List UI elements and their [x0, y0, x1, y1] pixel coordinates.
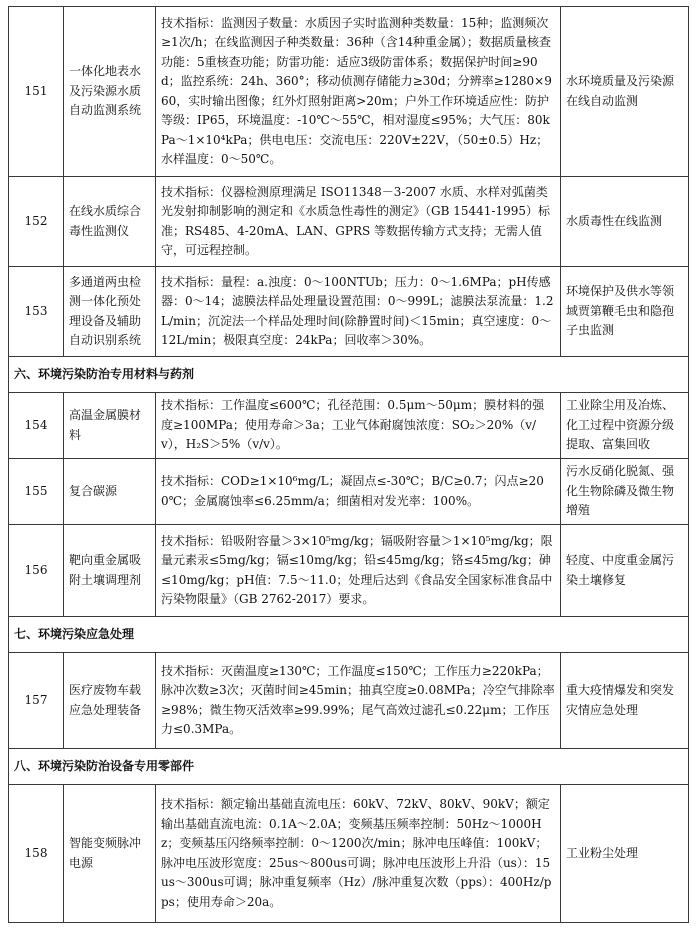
application-field: 水质毒性在线监测	[561, 177, 689, 267]
section-heading-components: 八、环境污染防治设备专用零部件	[9, 749, 689, 785]
equipment-catalog-table	[8, 6, 689, 923]
product-name: 一体化地表水及污染源水质自动监测系统	[64, 7, 156, 177]
section-row	[9, 357, 689, 393]
product-name: 在线水质综合毒性监测仪	[64, 177, 156, 267]
application-field: 污水反硝化脱氮、强化生物除磷及微生物增殖	[561, 459, 689, 525]
application-field: 工业除尘用及冶炼、化工过程中资源分级提取、富集回收	[561, 393, 689, 459]
section-row	[9, 749, 689, 785]
technical-spec: 技术指标：COD≥1×10⁶mg/L；凝固点≤-30℃；B/C≥0.7；闪点≥200℃；金属腐蚀率≤6.25mm/a；细菌相对发光率：100%。	[156, 459, 561, 525]
row-number: 153	[9, 267, 64, 357]
product-name: 医疗废物车载应急处理装备	[64, 653, 156, 749]
application-field: 环境保护及供水等领域贾第鞭毛虫和隐孢子虫监测	[561, 267, 689, 357]
table-row	[9, 525, 689, 617]
product-name: 靶向重金属吸附土壤调理剂	[64, 525, 156, 617]
row-number: 157	[9, 653, 64, 749]
row-number: 158	[9, 785, 64, 923]
technical-spec: 技术指标：额定输出基础直流电压：60kV、72kV、80kV、90kV；额定输出基础直流电流：0.1A～2.0A；变频基压频率控制：50Hz～1000Hz；变频基压闪络频率控制：0～1200次/min；脉冲电压峰值：100kV；脉冲电压波形宽度：25us～800us可调；脉冲电压波形上升沿（us）：15us～300us可调；脉冲重复频率（Hz）/脉冲重复次数（pps）：400Hz/pps；使用寿命＞20a。	[156, 785, 561, 923]
section-row	[9, 617, 689, 653]
product-name: 复合碳源	[64, 459, 156, 525]
technical-spec: 技术指标：监测因子数量：水质因子实时监测种类数量：15种；监测频次≥1次/h；在线监测因子种类数量：36种（含14种重金属）；数据质量核查功能：5重核查功能；防雷功能：适应3级防雷体系；数据保护时间≥90d；监控系统：24h、360°；移动侦测存储能力≥30d；分辨率≥1280×960，实时输出图像；红外灯照射距离>20m；户外工作环境适应性：防护等级：IP65，环境温度：-10℃～55℃，相对湿度≤95%；大气压：80kPa～1×10⁴kPa；供电电压：交流电压：220V±22V，（50±0.5）Hz；水样温度：0～50℃。	[156, 7, 561, 177]
table-row	[9, 785, 689, 923]
application-field: 重大疫情爆发和突发灾情应急处理	[561, 653, 689, 749]
table-row	[9, 7, 689, 177]
table-row	[9, 177, 689, 267]
product-name: 高温金属膜材料	[64, 393, 156, 459]
table-row	[9, 267, 689, 357]
technical-spec: 技术指标：仪器检测原理满足 ISO11348－3-2007 水质、水样对弧菌类光发射抑制影响的测定和《水质急性毒性的测定》（GB 15441-1995）标准；RS485、4-20mA、LAN、GPRS 等数据传输方式支持；无需人值守，可远程控制。	[156, 177, 561, 267]
row-number: 154	[9, 393, 64, 459]
technical-spec: 技术指标：量程：a.浊度：0～100NTUb；压力：0～1.6MPa；pH传感器：0～14；滤膜法样品处理量设置范围：0～999L；滤膜法泵流量：1.2L/min；沉淀法一个样品处理时间(除静置时间)＜15min；真空速度：0～12L/min；极限真空度：24kPa；回收率＞30%。	[156, 267, 561, 357]
product-name: 智能变频脉冲电源	[64, 785, 156, 923]
row-number: 152	[9, 177, 64, 267]
row-number: 155	[9, 459, 64, 525]
product-name: 多通道两虫检测一体化预处理设备及辅助自动识别系统	[64, 267, 156, 357]
row-number: 151	[9, 7, 64, 177]
table-row	[9, 459, 689, 525]
section-heading-emergency: 七、环境污染应急处理	[9, 617, 689, 653]
technical-spec: 技术指标：工作温度≤600℃；孔径范围：0.5μm～50μm；膜材料的强度≥100MPa；使用寿命＞3a；工业气体耐腐蚀浓度：SO₂＞20%（v/v），H₂S＞5%（v/v）。	[156, 393, 561, 459]
technical-spec: 技术指标：铅吸附容量＞3×10⁵mg/kg；镉吸附容量＞1×10⁵mg/kg；限量元素汞≤5mg/kg；镉≤10mg/kg；铅≤45mg/kg；铬≤45mg/kg；砷≤10mg/kg；pH值：7.5～11.0；处理后达到《食品安全国家标准食品中污染物限量》（GB 2762-2017）要求。	[156, 525, 561, 617]
table-row	[9, 393, 689, 459]
row-number: 156	[9, 525, 64, 617]
technical-spec: 技术指标：灭菌温度≥130℃；工作温度≤150℃；工作压力≥220kPa；脉冲次数≥3次；灭菌时间≥45min；抽真空度≥0.08MPa；冷空气排除率≥98%；微生物灭活效率≥99.99%；尾气高效过滤孔≤0.22μm；工作压力≤0.3MPa。	[156, 653, 561, 749]
application-field: 水环境质量及污染源在线自动监测	[561, 7, 689, 177]
table-row	[9, 653, 689, 749]
application-field: 工业粉尘处理	[561, 785, 689, 923]
section-heading-materials: 六、环境污染防治专用材料与药剂	[9, 357, 689, 393]
application-field: 轻度、中度重金属污染土壤修复	[561, 525, 689, 617]
